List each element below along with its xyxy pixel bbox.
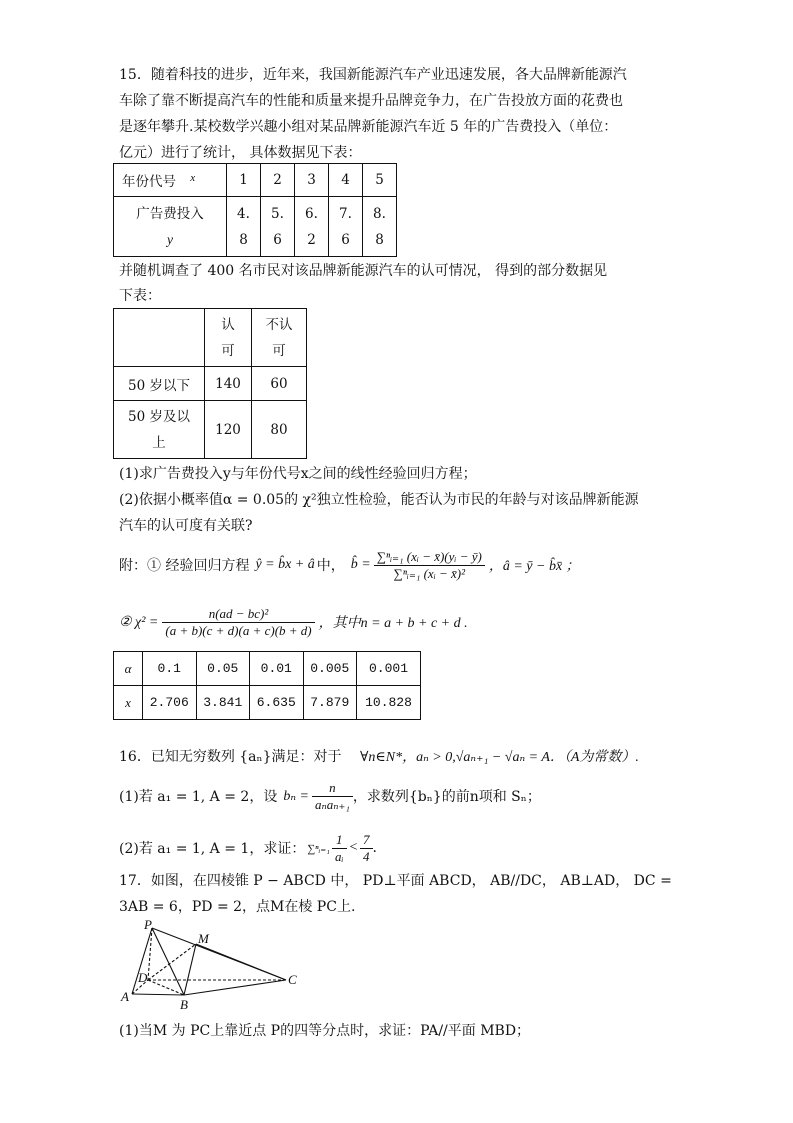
- value-cell: 8. 8: [363, 197, 397, 257]
- q15-line3: 是逐年攀升.某校数学兴趣小组对某品牌新能源汽车近 5 年的广告费投入（单位：: [119, 119, 618, 135]
- q16-text-a: 16．已知无穷数列 {aₙ}满足：对于: [119, 749, 342, 765]
- appendix-formula-1: [119, 545, 580, 585]
- year-cell: 3: [295, 164, 329, 197]
- x-value: 6.635: [250, 686, 304, 720]
- period: .: [372, 840, 377, 856]
- label-A: A: [121, 989, 129, 1004]
- label-D: D: [138, 970, 148, 985]
- q15-line4: 亿元）进行了统计， 具体数据见下表：: [119, 145, 362, 161]
- critical-value-table: [113, 651, 421, 720]
- survey-line1: 并随机调查了 400 名市民对该品牌新能源汽车的认可情况， 得到的部分数据见: [119, 263, 608, 279]
- bn-num: n: [312, 780, 353, 797]
- approve-header: 认 可: [205, 309, 252, 367]
- q17-line2: 3AB = 6，PD = 2，点M在棱 PC上.: [119, 899, 356, 915]
- q16-part1: [119, 776, 541, 816]
- under-50-label: 50 岁以下: [114, 367, 205, 401]
- chi-fraction: [162, 606, 314, 639]
- b-denominator: ∑ⁿᵢ₌₁ (xᵢ − x̄)²: [393, 565, 466, 581]
- cell-value: 60: [252, 367, 307, 401]
- x-value: 7.879: [303, 686, 357, 720]
- rec-num: 1: [332, 832, 347, 849]
- four: 4: [363, 848, 370, 864]
- alpha-value: 0.1: [143, 652, 197, 686]
- q16-part1-tail: ，求数列{bₙ}的前n项和 Sₙ；: [352, 789, 541, 805]
- bn-den: aₙaₙ₊₁: [314, 796, 350, 812]
- q17-line1: 17．如图，在四棱锥 P − ABCD 中， PD⊥平面 ABCD， AB//DC， AB⊥AD， DC =: [119, 873, 672, 889]
- pyramid-figure: [118, 918, 318, 1013]
- value-cell: 4. 8: [227, 197, 261, 257]
- year-cell: 2: [261, 164, 295, 197]
- appendix-label: 附：① 经验回归方程: [119, 558, 250, 574]
- label-M: M: [198, 931, 209, 946]
- q15-line2: 车除了靠不断提高汽车的性能和质量来提升品牌竞争力，在广告投放方面的花费也: [119, 93, 623, 109]
- alpha-label: α: [114, 652, 143, 686]
- b-numerator: ∑ⁿᵢ₌₁ (xᵢ − x̄)(yᵢ − ȳ): [374, 549, 485, 566]
- sum-symbol: ∑ⁿᵢ₌₁: [307, 842, 331, 855]
- bn-def: bₙ =: [283, 788, 309, 804]
- year-cell: 4: [329, 164, 363, 197]
- x-value: 3.841: [196, 686, 250, 720]
- value-cell: 5. 6: [261, 197, 295, 257]
- chi-tail: ，其中n = a + b + c + d .: [318, 616, 468, 631]
- q15-part2a: (2)依据小概率值α = 0.05的 χ²独立性检验，能否认为市民的年龄与对该品牌新能源: [119, 492, 639, 508]
- empty-header-cell: [114, 309, 205, 367]
- ad-spend-table: [113, 163, 397, 257]
- seven: 7: [360, 832, 373, 849]
- survey-table: [113, 308, 307, 459]
- q15-part2b: 汽车的认可度有关联?: [119, 518, 253, 534]
- rec-den: aᵢ: [335, 848, 344, 864]
- alpha-value: 0.005: [303, 652, 357, 686]
- q15-part1: (1)求广告费投入y与年份代号x之间的线性经验回归方程；: [119, 466, 477, 482]
- alpha-value: 0.01: [250, 652, 304, 686]
- x-var: x: [190, 171, 196, 184]
- lt-sign: <: [348, 840, 359, 855]
- cell-value: 80: [252, 401, 307, 459]
- year-code-label-cell: [114, 164, 227, 197]
- cell-value: 140: [205, 367, 252, 401]
- ad-spend-label-cell: [114, 197, 227, 257]
- chi-denominator: (a + b)(c + d)(a + c)(b + d): [165, 622, 312, 638]
- q17-part1: (1)当M 为 PC上靠近点 P的四等分点时，求证：PA//平面 MBD；: [119, 1023, 531, 1039]
- appendix-formula-2: [119, 600, 468, 644]
- year-cell: 5: [363, 164, 397, 197]
- survey-line2: 下表：: [119, 288, 161, 304]
- alpha-value: 0.001: [357, 652, 421, 686]
- value-cell: 6. 2: [295, 197, 329, 257]
- chi-label: ② χ² =: [119, 614, 159, 630]
- y-var: y: [167, 231, 173, 247]
- year-cell: 1: [227, 164, 261, 197]
- regression-equation: ŷ = b̂x + â: [255, 557, 315, 572]
- b-hat-fraction: [374, 549, 485, 582]
- text-mid: 中，: [316, 558, 345, 574]
- over-50-label: 50 岁及以 上: [114, 401, 205, 459]
- year-code-label: 年份代号: [122, 174, 176, 190]
- cell-value: 120: [205, 401, 252, 459]
- a-hat: ，â = ȳ − b̂x̄ ；: [488, 559, 580, 574]
- reciprocal-fraction: [332, 832, 347, 865]
- q16-part1-text: (1)若 a₁ = 1, A = 2，设: [119, 789, 278, 805]
- x-value: 2.706: [143, 686, 197, 720]
- seven-fourths: [360, 832, 373, 865]
- b-hat: b̂ =: [350, 557, 371, 572]
- label-C: C: [288, 972, 297, 987]
- value-cell: 7. 6: [329, 197, 363, 257]
- alpha-value: 0.05: [196, 652, 250, 686]
- q15-line1: 15．随着科技的进步，近年来，我国新能源汽车产业迅速发展，各大品牌新能源汽: [119, 67, 627, 83]
- bn-fraction: [312, 780, 353, 813]
- label-B: B: [180, 997, 188, 1012]
- disapprove-header: 不认 可: [252, 309, 307, 367]
- ad-spend-label: 广告费投入: [136, 205, 204, 222]
- q16-line1: [119, 746, 639, 766]
- q16-text-b: ∀n∈N*，aₙ > 0,√aₙ₊₁ − √aₙ = A．（A为常数）.: [359, 750, 639, 765]
- q16-part2-text: (2)若 a₁ = 1, A = 1，求证：: [119, 841, 306, 857]
- label-P: P: [144, 918, 152, 932]
- q16-part2: [119, 826, 377, 870]
- x-value: 10.828: [357, 686, 421, 720]
- x-label: x: [114, 686, 143, 720]
- chi-numerator: n(ad − bc)²: [162, 606, 314, 623]
